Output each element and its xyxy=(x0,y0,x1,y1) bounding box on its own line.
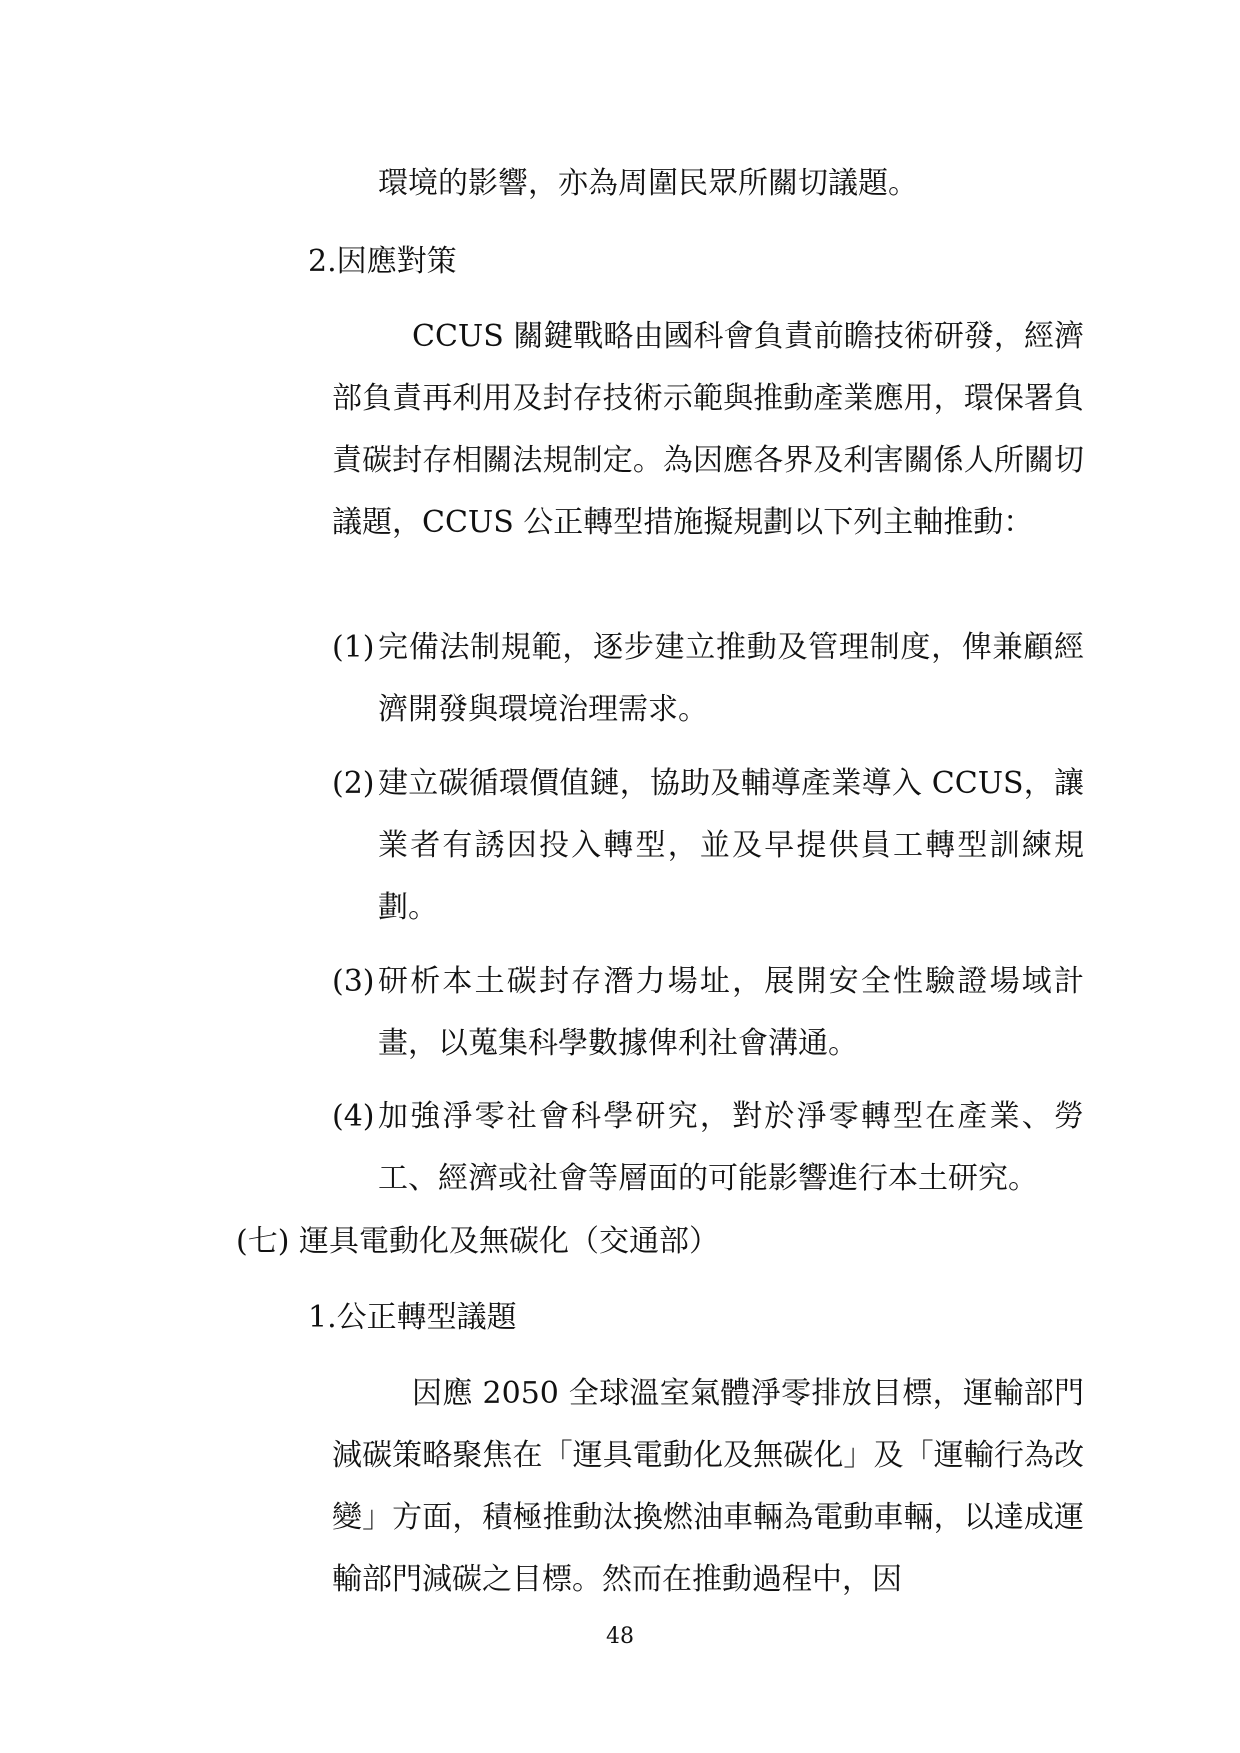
countermeasures-paragraph: CCUS 關鍵戰略由國科會負責前瞻技術研發，經濟部負責再利用及封存技術示範與推動產業應用，環保署負責碳封存相關法規制定。為因應各界及利害關係人所關切議題，CCUS 公正轉型措施擬規劃以下列主軸推動： xyxy=(332,319,1084,540)
list-item xyxy=(332,1086,1084,1210)
continuation-line: 環境的影響，亦為周圍民眾所關切議題。 xyxy=(378,166,918,201)
just-transition-paragraph: 因應 2050 全球溫室氣體淨零排放目標，運輸部門減碳策略聚焦在「運具電動化及無碳化」及「運輸行為改變」方面，積極推動汰換燃油車輛為電動車輛，以達成運輸部門減碳之目標。然而在推動過程中，因 xyxy=(332,1376,1084,1597)
list-item-number: (3) xyxy=(332,964,375,999)
list-item-text: 建立碳循環價值鏈，協助及輔導產業導入 CCUS，讓業者有誘因投入轉型，並及早提供員工轉型訓練規劃。 xyxy=(378,766,1084,925)
list-item-number: (1) xyxy=(332,630,375,665)
list-item-text: 加強淨零社會科學研究，對於淨零轉型在產業、勞工、經濟或社會等層面的可能影響進行本土研究。 xyxy=(378,1099,1084,1196)
list-item-text: 研析本土碳封存潛力場址，展開安全性驗證場域計畫，以蒐集科學數據俾利社會溝通。 xyxy=(378,964,1084,1061)
section-heading-vehicle-electrification: (七) 運具電動化及無碳化（交通部） xyxy=(236,1224,719,1259)
list-item-number: (2) xyxy=(332,766,375,801)
subsection-heading-just-transition: 1.公正轉型議題 xyxy=(308,1300,517,1335)
list-item xyxy=(332,617,1084,741)
section-heading-countermeasures: 2.因應對策 xyxy=(308,244,457,279)
page-number: 48 xyxy=(606,1624,634,1649)
list-item xyxy=(332,951,1084,1075)
list-item-number: (4) xyxy=(332,1099,375,1134)
list-item-text: 完備法制規範，逐步建立推動及管理制度，俾兼顧經濟開發與環境治理需求。 xyxy=(378,630,1084,727)
list-item xyxy=(332,753,1084,939)
